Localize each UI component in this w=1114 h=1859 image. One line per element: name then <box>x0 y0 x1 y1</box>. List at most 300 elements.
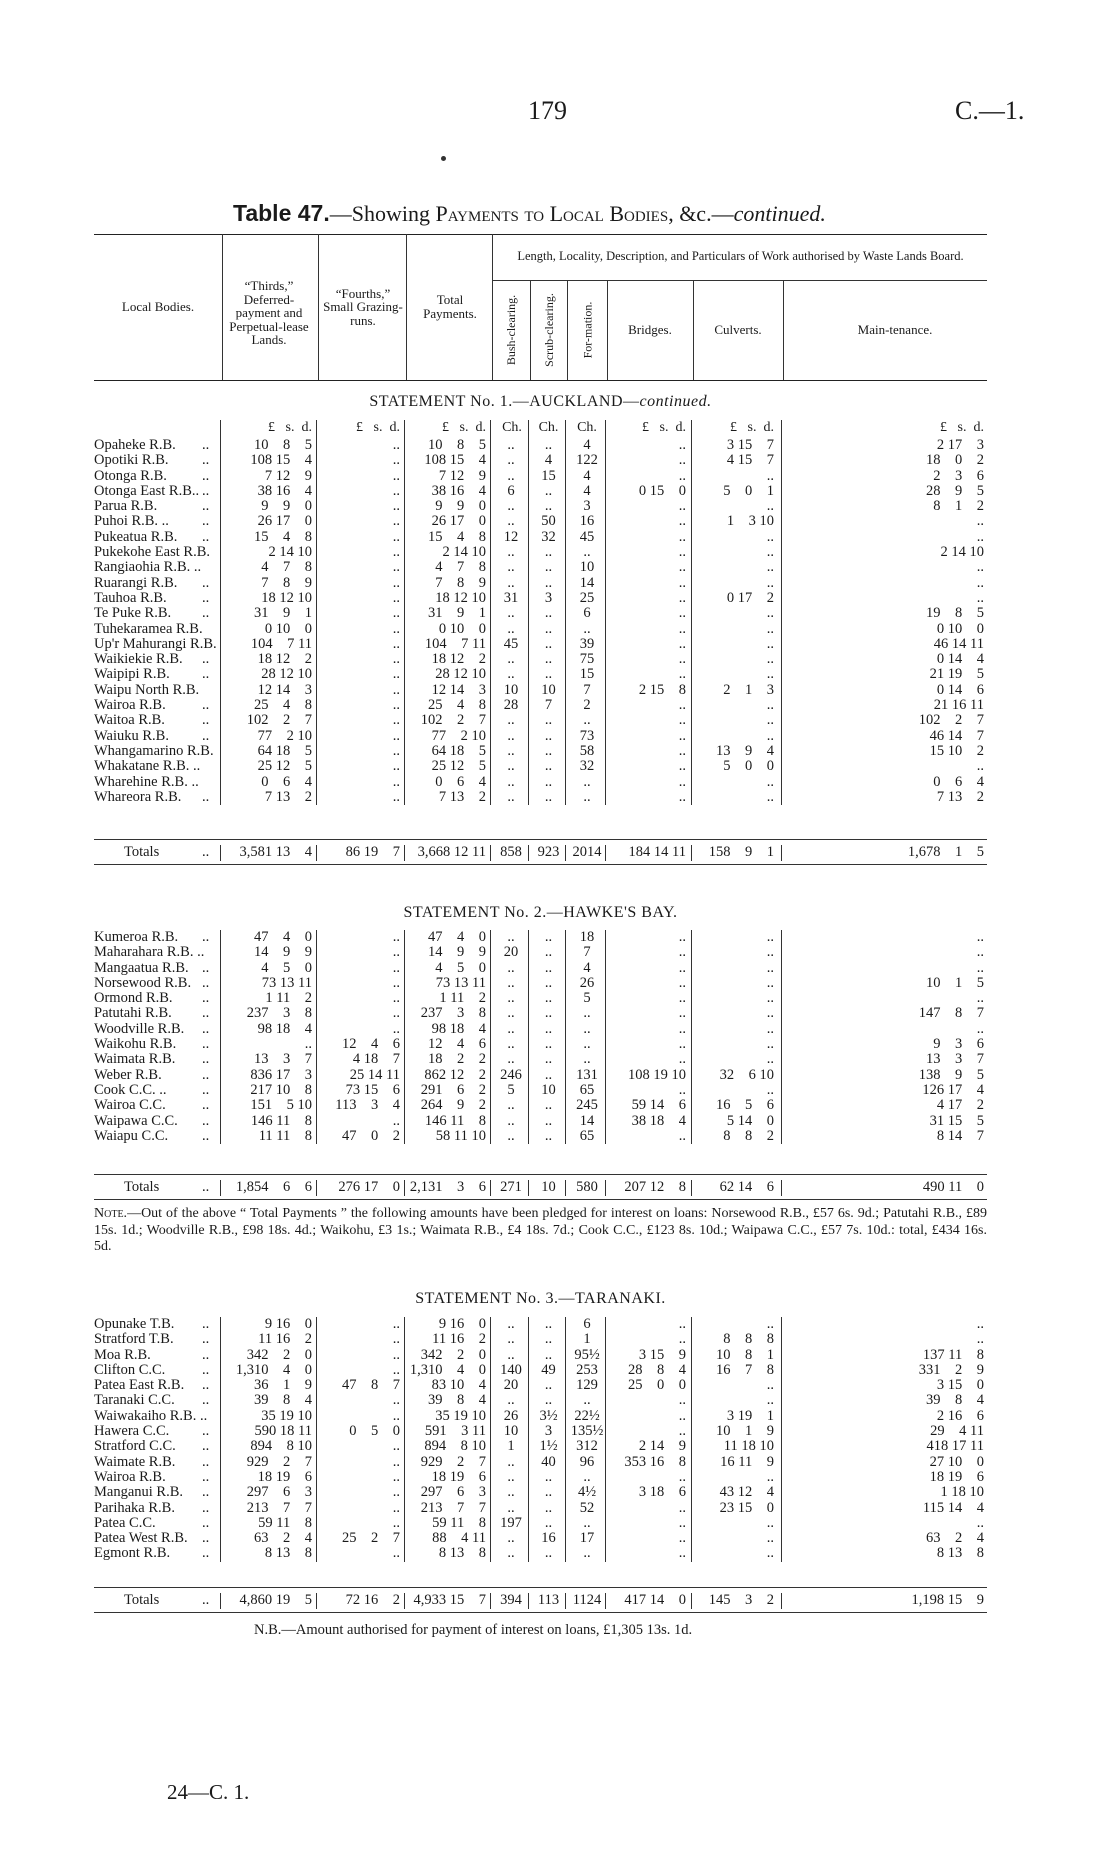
cell-bush: 246 <box>500 1066 522 1083</box>
leader-dots: .. <box>202 1020 210 1037</box>
cell-bush: 12 <box>503 528 519 545</box>
table-row <box>94 1424 987 1439</box>
cell-scrub: 4 <box>544 452 553 469</box>
cell-total: 237 3 8 <box>420 1005 486 1022</box>
table-row <box>94 469 987 484</box>
table-row <box>94 1037 987 1052</box>
unit-total: £ s. d. <box>442 420 486 435</box>
cell-form: 14 <box>579 1112 595 1129</box>
local-body-name: Patutahi R.B. <box>94 1005 172 1022</box>
cell-fourths: .. <box>392 1407 400 1424</box>
cell-scrub: .. <box>544 482 553 499</box>
cell-scrub: .. <box>544 605 553 622</box>
cell-culverts: .. <box>766 959 774 976</box>
header-culverts: Culverts. <box>714 322 762 338</box>
table-row <box>94 576 987 591</box>
cell-fourths: 25 14 11 <box>349 1066 400 1083</box>
local-body-name: Waikiekie R.B. <box>94 651 183 668</box>
table-row <box>94 683 987 698</box>
cell-thirds: 929 2 7 <box>246 1453 312 1470</box>
table-row <box>94 1129 987 1144</box>
local-body-name: Waipu North R.B. <box>94 681 200 698</box>
cell-bridges: .. <box>678 773 686 790</box>
cell-form: 2014 <box>572 844 602 860</box>
cell-fourths: .. <box>392 498 400 515</box>
cell-fourths: .. <box>392 974 400 991</box>
cell-maint: 21 19 5 <box>929 666 984 683</box>
cell-culverts: .. <box>766 974 774 991</box>
cell-culverts: .. <box>766 1514 774 1531</box>
cell-maint: 137 11 8 <box>922 1346 984 1363</box>
cell-bush: .. <box>507 1392 515 1409</box>
cell-culverts: .. <box>766 1005 774 1022</box>
table-row <box>94 945 987 960</box>
cell-thirds: 9 9 0 <box>261 498 312 515</box>
cell-scrub: 10 <box>541 681 556 698</box>
cell-bridges: .. <box>678 1020 686 1037</box>
cell-scrub: .. <box>544 437 553 453</box>
cell-culverts: 5 14 0 <box>726 1112 774 1129</box>
cell-bridges: 38 18 4 <box>631 1112 686 1129</box>
local-body-name: Waiapu C.C. <box>94 1127 169 1144</box>
cell-scrub: .. <box>544 1051 553 1068</box>
cell-thirds: 73 13 11 <box>261 974 312 991</box>
cell-form: 1124 <box>572 1592 602 1608</box>
cell-bush: .. <box>507 1097 515 1114</box>
cell-maint: .. <box>976 528 984 545</box>
cell-bridges: .. <box>678 559 686 576</box>
cell-fourths: .. <box>392 437 400 453</box>
cell-bush: 140 <box>500 1361 522 1378</box>
local-body-name: Cook C.C. .. <box>94 1081 167 1098</box>
cell-thirds: 15 4 8 <box>254 528 312 545</box>
local-body-name: Tuhekaramea R.B. <box>94 620 203 637</box>
leader-dots: .. <box>202 574 210 591</box>
cell-culverts: .. <box>766 1036 774 1053</box>
cell-bridges: 108 19 10 <box>628 1066 686 1083</box>
cell-maint: 2 14 10 <box>940 544 984 561</box>
cell-scrub: 32 <box>541 528 556 545</box>
cell-culverts: .. <box>766 1530 774 1547</box>
cell-total: 291 6 2 <box>420 1081 486 1098</box>
cell-scrub: .. <box>544 498 553 515</box>
cell-culverts: .. <box>766 727 774 744</box>
cell-bush: .. <box>507 605 515 622</box>
cell-bridges: 2 14 9 <box>638 1438 686 1455</box>
cell-fourths: .. <box>392 1005 400 1022</box>
cell-fourths: .. <box>392 635 400 652</box>
cell-bridges: .. <box>678 1005 686 1022</box>
cell-total: 35 19 10 <box>435 1407 486 1424</box>
table-row <box>94 1022 987 1037</box>
cell-culverts: 0 17 2 <box>726 589 774 606</box>
leader-dots: .. <box>202 844 210 860</box>
local-body-name: Waipipi R.B. <box>94 666 170 683</box>
local-body-name: Rangiaohia R.B. .. <box>94 559 202 576</box>
statement-1-rows <box>94 438 987 805</box>
local-body-name: Kumeroa R.B. <box>94 929 179 945</box>
cell-scrub: .. <box>544 1392 553 1409</box>
table-row <box>94 1470 987 1485</box>
cell-fourths: .. <box>392 1484 400 1501</box>
cell-maint: 2 16 6 <box>936 1407 984 1424</box>
leader-dots: .. <box>202 1127 210 1144</box>
table-row <box>94 1531 987 1546</box>
cell-bridges: .. <box>678 1545 686 1562</box>
local-body-name: Waitoa R.B. <box>94 712 165 729</box>
leader-dots: .. <box>202 1377 210 1394</box>
cell-scrub: .. <box>544 1066 553 1083</box>
header-fourths: “Fourths,” Small Grazing-runs. <box>323 285 403 328</box>
cell-maint: 46 14 11 <box>933 635 984 652</box>
cell-form: 45 <box>579 528 595 545</box>
cell-thirds: 98 18 4 <box>257 1020 312 1037</box>
cell-maint: .. <box>976 929 984 945</box>
leader-dots: .. <box>202 1468 210 1485</box>
cell-maint: 490 11 0 <box>922 1179 984 1195</box>
cell-fourths: .. <box>392 929 400 945</box>
cell-scrub: .. <box>544 1545 553 1562</box>
cell-fourths: .. <box>392 528 400 545</box>
cell-culverts: .. <box>766 1051 774 1068</box>
cell-fourths: .. <box>392 574 400 591</box>
cell-form: 73 <box>579 727 595 744</box>
cell-total: 14 9 9 <box>428 944 486 961</box>
cell-bridges: 59 14 6 <box>631 1097 686 1114</box>
cell-total: 146 11 8 <box>424 1112 486 1129</box>
local-body-name: Ormond R.B. <box>94 990 173 1007</box>
cell-total: 64 18 5 <box>431 742 486 759</box>
cell-maint: 147 8 7 <box>918 1005 984 1022</box>
statement-2-totals <box>94 1180 987 1195</box>
cell-form: 65 <box>579 1081 595 1098</box>
cell-thirds: 4 7 8 <box>261 559 312 576</box>
cell-maint: .. <box>976 513 984 530</box>
cell-bush: 197 <box>500 1514 522 1531</box>
cell-culverts: 10 8 1 <box>716 1346 774 1363</box>
cell-maint: .. <box>976 944 984 961</box>
cell-bridges: .. <box>678 727 686 744</box>
leader-dots: .. <box>202 697 210 714</box>
cell-thirds: 7 8 9 <box>261 574 312 591</box>
unit-bridges: £ s. d. <box>642 420 686 435</box>
cell-culverts: 16 11 9 <box>720 1453 774 1470</box>
cell-maint: .. <box>976 990 984 1007</box>
leader-dots: .. <box>202 1423 210 1440</box>
leader-dots: .. <box>202 482 210 499</box>
header-maintenance: Main-tenance. <box>857 322 933 338</box>
cell-thirds: 9 16 0 <box>264 1316 312 1332</box>
table-row <box>94 1439 987 1454</box>
cell-total: 88 4 11 <box>432 1530 486 1547</box>
table-row <box>94 759 987 774</box>
cell-culverts: 1 3 10 <box>726 513 774 530</box>
cell-bridges: 2 15 8 <box>638 681 686 698</box>
cell-culverts: 43 12 4 <box>719 1484 774 1501</box>
local-body-name: Maharahara R.B. .. <box>94 944 205 961</box>
cell-thirds: 26 17 0 <box>257 513 312 530</box>
cell-culverts: .. <box>766 788 774 805</box>
cell-scrub: 40 <box>541 1453 556 1470</box>
cell-thirds: 0 6 4 <box>261 773 312 790</box>
cell-scrub: .. <box>544 635 553 652</box>
cell-bridges: .. <box>678 974 686 991</box>
cell-bridges: 25 0 0 <box>628 1377 686 1394</box>
cell-bush: 394 <box>500 1592 522 1608</box>
cell-maint: 1,198 15 9 <box>911 1592 984 1608</box>
cell-bridges: .. <box>678 620 686 637</box>
table-row <box>94 453 987 468</box>
cell-fourths: .. <box>392 620 400 637</box>
cell-scrub: 923 <box>537 844 560 860</box>
cell-thirds: 36 1 9 <box>254 1377 312 1394</box>
cell-thirds: 4 5 0 <box>261 959 312 976</box>
cell-total: 25 4 8 <box>428 697 486 714</box>
table-row <box>94 606 987 621</box>
cell-bush: 10 <box>503 681 519 698</box>
cell-thirds: 108 15 4 <box>250 452 312 469</box>
local-body-name: Clifton C.C. <box>94 1361 166 1378</box>
cell-thirds: 1 11 2 <box>265 990 312 1007</box>
cell-scrub: .. <box>544 990 553 1007</box>
cell-culverts: .. <box>766 990 774 1007</box>
leader-dots: .. <box>202 1097 210 1114</box>
cell-bush: .. <box>507 620 515 637</box>
cell-scrub: .. <box>544 1112 553 1129</box>
cell-thirds: 35 19 10 <box>261 1407 312 1424</box>
cell-scrub: .. <box>544 559 553 576</box>
statement-1-totals <box>94 845 987 860</box>
cell-scrub: .. <box>544 544 553 561</box>
cell-scrub: .. <box>544 758 553 775</box>
cell-bush: .. <box>507 1036 515 1053</box>
cell-bridges: .. <box>678 1316 686 1332</box>
cell-bush: .. <box>507 467 515 484</box>
cell-fourths: .. <box>392 513 400 530</box>
cell-scrub: 1½ <box>539 1438 558 1455</box>
cell-maint: .. <box>976 1514 984 1531</box>
unit-fourths: £ s. d. <box>356 420 400 435</box>
cell-maint: 102 2 7 <box>918 712 984 729</box>
cell-fourths: 47 0 2 <box>342 1127 400 1144</box>
table-row <box>94 560 987 575</box>
leader-dots: .. <box>202 605 210 622</box>
cell-form: 25 <box>579 589 595 606</box>
cell-maint: .. <box>976 1316 984 1332</box>
cell-fourths: 12 4 6 <box>342 1036 400 1053</box>
leader-dots: .. <box>202 1331 210 1348</box>
cell-bush: .. <box>507 1127 515 1144</box>
cell-form: 122 <box>576 452 598 469</box>
leader-dots: .. <box>202 1316 210 1332</box>
table-row <box>94 1485 987 1500</box>
cell-form: 39 <box>579 635 595 652</box>
table-row <box>94 961 987 976</box>
cell-culverts: 8 8 2 <box>723 1127 774 1144</box>
cell-fourths: .. <box>392 788 400 805</box>
cell-bridges: .. <box>678 1407 686 1424</box>
cell-bush: .. <box>507 1316 515 1332</box>
cell-bush: .. <box>507 974 515 991</box>
local-body-name: Pukeatua R.B. <box>94 528 178 545</box>
cell-culverts: 11 18 10 <box>723 1438 774 1455</box>
leader-dots: .. <box>202 1112 210 1129</box>
cell-culverts: 158 9 1 <box>708 844 774 860</box>
leader-dots: .. <box>202 666 210 683</box>
local-body-name: Taranaki C.C. <box>94 1392 175 1409</box>
cell-bridges: 0 15 0 <box>638 482 686 499</box>
cell-form: 135½ <box>570 1423 604 1440</box>
table-row <box>94 591 987 606</box>
table-row <box>94 545 987 560</box>
cell-scrub: .. <box>544 742 553 759</box>
cell-maint: 331 2 9 <box>918 1361 984 1378</box>
local-body-name: Whangamarino R.B. <box>94 742 214 759</box>
cell-maint: 13 3 7 <box>926 1051 984 1068</box>
cell-culverts: 145 3 2 <box>708 1592 774 1608</box>
cell-bush: .. <box>507 1020 515 1037</box>
leader-dots: .. <box>202 498 210 515</box>
cell-scrub: .. <box>544 1346 553 1363</box>
cell-scrub: .. <box>544 1514 553 1531</box>
cell-total: 25 12 5 <box>431 758 486 775</box>
statement-2-rows <box>94 930 987 1144</box>
cell-bridges: .. <box>678 544 686 561</box>
cell-thirds: 1,854 6 6 <box>235 1179 312 1195</box>
cell-bush: .. <box>507 712 515 729</box>
cell-form: 4 <box>583 437 591 453</box>
table-row <box>94 930 987 945</box>
cell-maint: 10 1 5 <box>926 974 984 991</box>
cell-form: 18 <box>579 929 595 945</box>
leader-dots: .. <box>202 974 210 991</box>
cell-maint: 63 2 4 <box>926 1530 984 1547</box>
cell-scrub: 49 <box>541 1361 556 1378</box>
local-body-name: Totals <box>124 1179 160 1195</box>
leader-dots: .. <box>202 727 210 744</box>
cell-maint: 31 15 5 <box>929 1112 984 1129</box>
cell-maint: 39 8 4 <box>926 1392 984 1409</box>
cell-culverts: .. <box>766 1545 774 1562</box>
local-body-name: Wharehine R.B. .. <box>94 773 199 790</box>
cell-bridges: .. <box>678 1499 686 1516</box>
cell-culverts: .. <box>766 544 774 561</box>
cell-total: 10 8 5 <box>428 437 486 453</box>
table-row <box>94 991 987 1006</box>
cell-total: 3,668 12 11 <box>417 844 486 860</box>
cell-fourths: .. <box>392 742 400 759</box>
cell-fourths: 276 17 0 <box>338 1179 400 1195</box>
cell-form: 1 <box>583 1331 591 1348</box>
cell-form: 4 <box>583 959 591 976</box>
header-work-group: Length, Locality, Description, and Particulars of Work authorised by Waste Lands Board. <box>517 249 964 264</box>
cell-bush: 20 <box>503 1377 519 1394</box>
cell-total: 9 9 0 <box>435 498 486 515</box>
statement-3-title: STATEMENT No. 3.—TARANAKI. <box>415 1290 666 1307</box>
cell-fourths: .. <box>392 452 400 469</box>
cell-bush: 31 <box>503 589 519 606</box>
cell-total: 894 8 10 <box>424 1438 486 1455</box>
cell-culverts: 23 15 0 <box>719 1499 774 1516</box>
cell-form: .. <box>583 1036 591 1053</box>
cell-thirds: 28 12 10 <box>261 666 312 683</box>
cell-total: 18 12 2 <box>431 651 486 668</box>
cell-thirds: 77 2 10 <box>257 727 312 744</box>
local-body-name: Waipawa C.C. <box>94 1112 178 1129</box>
header-formation: For-mation. <box>580 301 595 359</box>
cell-fourths: .. <box>392 1468 400 1485</box>
leader-dots: .. <box>202 589 210 606</box>
cell-scrub: .. <box>544 1468 553 1485</box>
table-row <box>94 1501 987 1516</box>
cell-form: 7 <box>583 681 591 698</box>
cell-form: 2 <box>583 697 591 714</box>
cell-total: 2,131 3 6 <box>409 1179 486 1195</box>
cell-total: 73 13 11 <box>435 974 486 991</box>
cell-fourths: 47 8 7 <box>342 1377 400 1394</box>
cell-bush: .. <box>507 1499 515 1516</box>
cell-form: 6 <box>583 605 591 622</box>
cell-bush: .. <box>507 1112 515 1129</box>
cell-thirds: 2 14 10 <box>268 544 312 561</box>
cell-scrub: 15 <box>541 467 556 484</box>
cell-bridges: .. <box>678 697 686 714</box>
cell-bush: 271 <box>500 1179 522 1195</box>
local-body-name: Waimata R.B. <box>94 1051 176 1068</box>
cell-thirds: 18 12 2 <box>257 651 312 668</box>
cell-scrub: 50 <box>541 513 556 530</box>
cell-fourths: .. <box>392 605 400 622</box>
cell-total: 18 12 10 <box>435 589 486 606</box>
cell-bridges: .. <box>678 1423 686 1440</box>
cell-bridges: .. <box>678 666 686 683</box>
cell-total: 862 12 2 <box>424 1066 486 1083</box>
cell-maint: 126 17 4 <box>922 1081 984 1098</box>
cell-bush: .. <box>507 498 515 515</box>
leader-dots: .. <box>202 1499 210 1516</box>
cell-culverts: .. <box>766 559 774 576</box>
cell-bridges: .. <box>678 498 686 515</box>
cell-bridges: .. <box>678 651 686 668</box>
cell-thirds: 38 16 4 <box>257 482 312 499</box>
cell-fourths: .. <box>392 727 400 744</box>
leader-dots: .. <box>202 513 210 530</box>
cell-form: 58 <box>579 742 595 759</box>
cell-thirds: 102 2 7 <box>246 712 312 729</box>
cell-scrub: .. <box>544 712 553 729</box>
cell-total: 98 18 4 <box>431 1020 486 1037</box>
cell-maint: 1 18 10 <box>940 1484 984 1501</box>
cell-thirds: 11 16 2 <box>258 1331 312 1348</box>
cell-thirds: 18 19 6 <box>257 1468 312 1485</box>
cell-culverts: 3 19 1 <box>726 1407 774 1424</box>
table-row <box>94 1083 987 1098</box>
cell-fourths: .. <box>392 959 400 976</box>
cell-form: 5 <box>583 990 591 1007</box>
cell-form: 10 <box>579 559 595 576</box>
cell-fourths: .. <box>392 1438 400 1455</box>
cell-maint: 46 14 7 <box>929 727 984 744</box>
cell-scrub: 10 <box>541 1081 556 1098</box>
cell-culverts: .. <box>766 1081 774 1098</box>
cell-maint: 28 9 5 <box>926 482 984 499</box>
cell-form: 26 <box>579 974 595 991</box>
cell-thirds: 0 10 0 <box>264 620 312 637</box>
totals-row <box>94 845 987 860</box>
cell-fourths: .. <box>392 482 400 499</box>
local-body-name: Opotiki R.B. <box>94 452 169 469</box>
cell-bush: .. <box>507 1484 515 1501</box>
